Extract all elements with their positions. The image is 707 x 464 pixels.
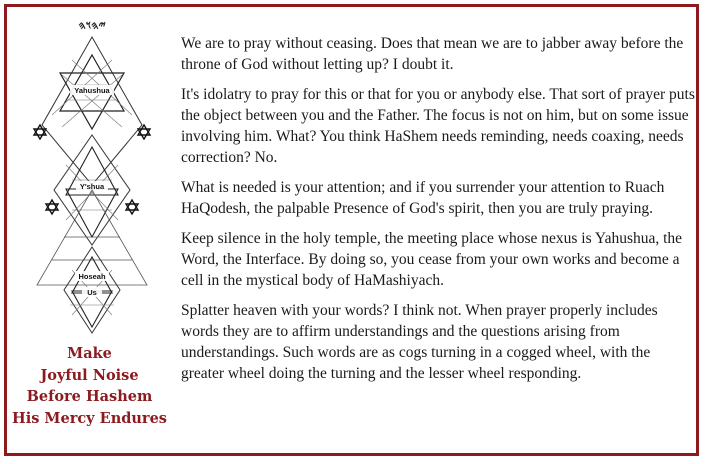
emblem-header-glyphs: 𐤉𐤄𐤅𐤄 (78, 19, 106, 32)
paragraph: We are to pray without ceasing. Does that mean we are to jabber away before the throne of God without letting up? I doubt it. (181, 35, 684, 73)
star-diamond-emblem-icon (32, 15, 152, 337)
caption-line: Joyful Noise (40, 366, 139, 384)
emblem-label-yshua: Y'shua (79, 182, 105, 191)
bordered-panel (4, 4, 699, 456)
emblem-label-us: Us (87, 288, 97, 297)
emblem-label-yahushua: Yahushua (74, 86, 110, 95)
paragraph: What is needed is your attention; and if you surrender your attention to Ruach HaQodesh, the palpable Presence of God's spirit, then you are truly praying. (181, 179, 665, 217)
paragraph: It's idolatry to pray for this or that for you or anybody else. That sort of prayer puts the object between you and the Father. The focus is not on him, but on some issue involving him. What? You think HaShem needs reminding, needs coaxing, needs correction? No. (181, 86, 695, 166)
paragraph: Keep silence in the holy temple, the meeting place whose nexus is Yahushua, the Word, the Interface. By doing so, you cease from your own works and become a cell in the mystical body of HaMashiyach. (181, 230, 683, 289)
caption-line: Make (67, 345, 112, 362)
left-column (7, 7, 177, 453)
caption-line: His Mercy Endures (12, 409, 167, 427)
emblem-caption (7, 343, 172, 429)
caption-line: Before Hashem (26, 388, 153, 405)
emblem-label-hoseah: Hoseah (78, 272, 106, 281)
article-text (181, 33, 696, 393)
paragraph: Splatter heaven with your words? I think not. When prayer properly includes words they are to affirm understandings and the questions arising from understandings. Such words are as cogs turning in a cogged wheel, with the greater wheel doing the turning and the lesser wheel responding. (181, 302, 658, 382)
